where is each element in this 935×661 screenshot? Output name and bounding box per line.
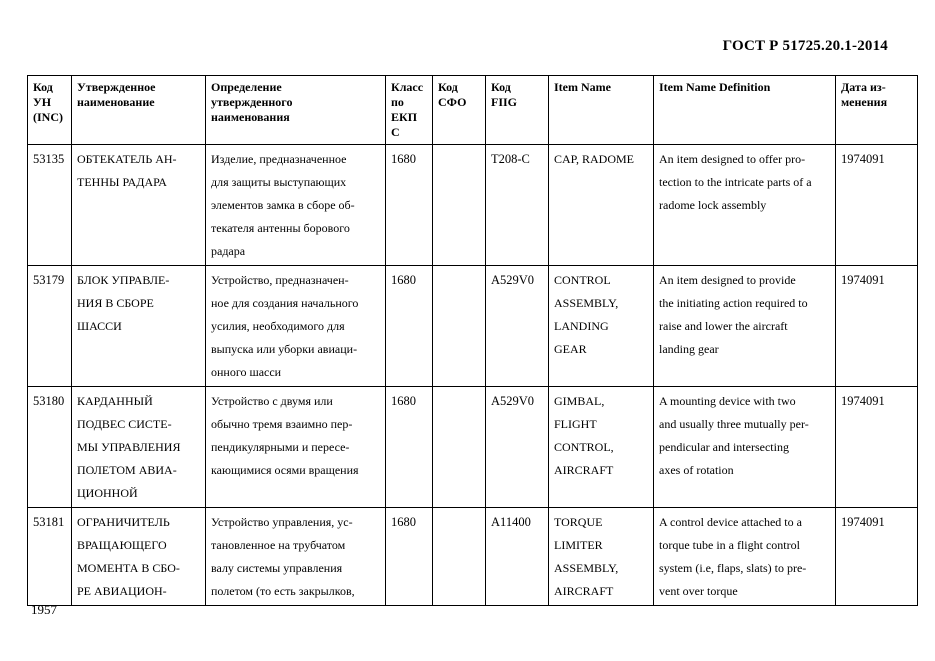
cell-line: GIMBAL, [554, 394, 605, 408]
cell-line: КАРДАННЫЙ [77, 394, 153, 408]
table-row [28, 266, 918, 387]
cell-line: AIRCRAFT [554, 584, 614, 598]
cell-line: НИЯ В СБОРЕ [77, 296, 154, 310]
cell-line: CAP, RADOME [554, 152, 635, 166]
cell-line: онного шасси [211, 365, 282, 379]
fiig-cell: A529V0 [486, 387, 549, 508]
item-name-cell [549, 387, 654, 508]
header-line: Код [438, 80, 458, 94]
header-line: (INC) [33, 110, 63, 124]
definition-cell [206, 508, 386, 606]
cell-line: landing gear [659, 342, 719, 356]
cell-line: текателя антенны борового [211, 221, 350, 235]
definition-cell [206, 266, 386, 387]
cell-line: МЫ УПРАВЛЕНИЯ [77, 440, 181, 454]
fiig-cell: T208-C [486, 145, 549, 266]
inc-cell: 53135 [28, 145, 72, 266]
col-class-header [386, 76, 433, 145]
cell-line: A control device attached to a [659, 515, 802, 529]
inc-cell: 53179 [28, 266, 72, 387]
fiig-cell: A11400 [486, 508, 549, 606]
sfo-cell [433, 508, 486, 606]
sfo-cell [433, 266, 486, 387]
class-cell: 1680 [386, 145, 433, 266]
header-line: наименование [77, 95, 155, 109]
cell-line: ОГРАНИЧИТЕЛЬ [77, 515, 170, 529]
header-line: наименования [211, 110, 290, 124]
date-cell: 1974091 [836, 145, 918, 266]
cell-line: ASSEMBLY, [554, 296, 619, 310]
cell-line: ПОЛЕТОМ АВИА- [77, 463, 177, 477]
header-line: по [391, 95, 404, 109]
cell-line: AIRCRAFT [554, 463, 614, 477]
document-title: ГОСТ Р 51725.20.1-2014 [722, 38, 888, 54]
cell-line: LANDING [554, 319, 609, 333]
col-definition-header [206, 76, 386, 145]
cell-line: ВРАЩАЮЩЕГО [77, 538, 167, 552]
date-cell: 1974091 [836, 266, 918, 387]
header-line: ЕКП [391, 110, 418, 124]
col-item-def-header [654, 76, 836, 145]
date-cell: 1974091 [836, 508, 918, 606]
header-line: Код [491, 80, 511, 94]
cell-line: ПОДВЕС СИСТЕ- [77, 417, 172, 431]
sfo-cell [433, 145, 486, 266]
cell-line: and usually three mutually per- [659, 417, 809, 431]
item-name-cell [549, 508, 654, 606]
cell-line: ТЕННЫ РАДАРА [77, 175, 167, 189]
cell-line: МОМЕНТА В СБО- [77, 561, 180, 575]
approved-name-cell [72, 145, 206, 266]
cell-line: An item designed to offer pro- [659, 152, 806, 166]
header-line: Определение [211, 80, 282, 94]
definition-cell [206, 387, 386, 508]
item-definition-cell [654, 387, 836, 508]
item-name-cell [549, 145, 654, 266]
class-cell: 1680 [386, 387, 433, 508]
cell-line: элементов замка в сборе об- [211, 198, 355, 212]
header-line: Item Name [554, 80, 611, 94]
page-number: 1957 [31, 602, 57, 617]
header-line: С [391, 125, 400, 139]
header-line: Item Name Definition [659, 80, 771, 94]
item-definition-cell [654, 145, 836, 266]
cell-line: An item designed to provide [659, 273, 796, 287]
approved-name-cell [72, 387, 206, 508]
cell-line: Устройство, предназначен- [211, 273, 349, 287]
approved-name-cell [72, 508, 206, 606]
fiig-cell: A529V0 [486, 266, 549, 387]
date-cell: 1974091 [836, 387, 918, 508]
inc-cell: 53181 [28, 508, 72, 606]
header-line: СФО [438, 95, 467, 109]
catalog-table [27, 75, 918, 606]
cell-line: axes of rotation [659, 463, 734, 477]
col-sfo-header [433, 76, 486, 145]
cell-line: torque tube in a flight control [659, 538, 800, 552]
cell-line: Устройство управления, ус- [211, 515, 353, 529]
cell-line: полетом (то есть закрылков, [211, 584, 355, 598]
header-line: менения [841, 95, 888, 109]
cell-line: ШАССИ [77, 319, 122, 333]
inc-cell: 53180 [28, 387, 72, 508]
cell-line: vent over torque [659, 584, 738, 598]
cell-line: FLIGHT [554, 417, 597, 431]
header-line: Утвержденное [77, 80, 156, 94]
col-inc-header [28, 76, 72, 145]
approved-name-cell [72, 266, 206, 387]
class-cell: 1680 [386, 508, 433, 606]
table-row [28, 145, 918, 266]
cell-line: радара [211, 244, 246, 258]
cell-line: ное для создания начального [211, 296, 359, 310]
cell-line: тановленное на трубчатом [211, 538, 346, 552]
header-line: FIIG [491, 95, 518, 109]
col-approved-name-header [72, 76, 206, 145]
cell-line: radome lock assembly [659, 198, 767, 212]
col-date-header [836, 76, 918, 145]
cell-line: CONTROL, [554, 440, 614, 454]
sfo-cell [433, 387, 486, 508]
cell-line: the initiating action required to [659, 296, 808, 310]
cell-line: CONTROL [554, 273, 611, 287]
cell-line: Устройство с двумя или [211, 394, 333, 408]
cell-line: LIMITER [554, 538, 603, 552]
cell-line: обычно тремя взаимно пер- [211, 417, 353, 431]
cell-line: GEAR [554, 342, 587, 356]
header-row [28, 76, 918, 145]
header-line: Класс [391, 80, 424, 94]
item-definition-cell [654, 266, 836, 387]
cell-line: для защиты выступающих [211, 175, 347, 189]
cell-line: raise and lower the aircraft [659, 319, 788, 333]
header-line: утвержденного [211, 95, 293, 109]
header-line: Код [33, 80, 53, 94]
col-item-name-header [549, 76, 654, 145]
col-fiig-header [486, 76, 549, 145]
cell-line: tection to the intricate parts of a [659, 175, 812, 189]
cell-line: Изделие, предназначенное [211, 152, 347, 166]
cell-line: выпуска или уборки авиаци- [211, 342, 358, 356]
class-cell: 1680 [386, 266, 433, 387]
cell-line: РЕ АВИАЦИОН- [77, 584, 167, 598]
item-name-cell [549, 266, 654, 387]
cell-line: ЦИОННОЙ [77, 486, 138, 500]
item-definition-cell [654, 508, 836, 606]
definition-cell [206, 145, 386, 266]
cell-line: валу системы управления [211, 561, 343, 575]
table-row [28, 508, 918, 606]
header-line: Дата из- [841, 80, 886, 94]
table-row [28, 387, 918, 508]
cell-line: ASSEMBLY, [554, 561, 619, 575]
table-body [28, 145, 918, 606]
cell-line: system (i.e, flaps, slats) to pre- [659, 561, 807, 575]
cell-line: пендикулярными и пересе- [211, 440, 350, 454]
header-line: УН [33, 95, 52, 109]
cell-line: усилия, необходимого для [211, 319, 345, 333]
cell-line: ОБТЕКАТЕЛЬ АН- [77, 152, 177, 166]
cell-line: БЛОК УПРАВЛЕ- [77, 273, 170, 287]
cell-line: кающимися осями вращения [211, 463, 359, 477]
cell-line: pendicular and intersecting [659, 440, 789, 454]
cell-line: TORQUE [554, 515, 603, 529]
cell-line: A mounting device with two [659, 394, 796, 408]
